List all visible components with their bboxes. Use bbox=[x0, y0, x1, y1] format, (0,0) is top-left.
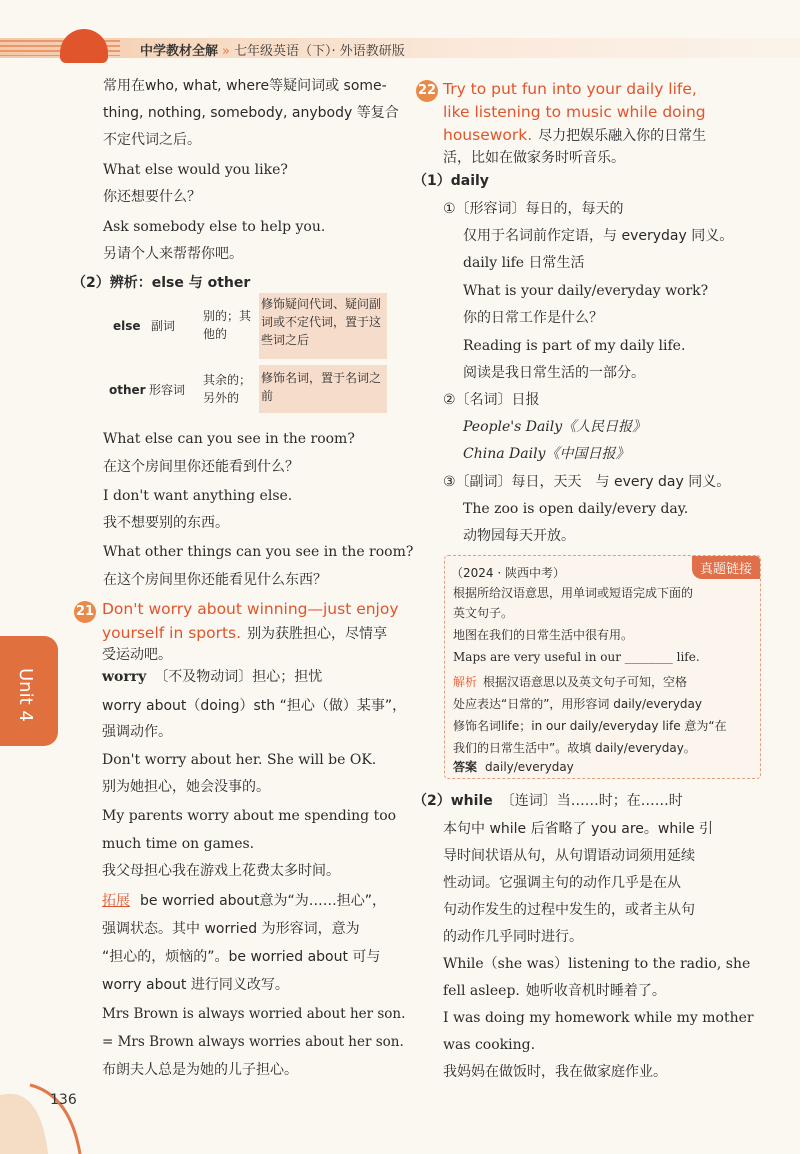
table-cell: else bbox=[113, 319, 141, 333]
example-cn: 动物园每天开放。 bbox=[463, 528, 575, 544]
comparison-table bbox=[103, 293, 391, 417]
text-line: 句动作发生的过程中发生的，或者主从句 bbox=[443, 902, 695, 918]
text-line: “担心的，烦恼的”。be worried about 可与 bbox=[102, 949, 381, 965]
table-cell: 其余的；另外的 bbox=[203, 373, 252, 405]
example-cn: 布朗夫人总是为她的儿子担心。 bbox=[102, 1062, 298, 1078]
exam-link-box bbox=[444, 555, 761, 779]
table-cell: 形容词 bbox=[149, 383, 186, 397]
key-sentence: Try to put fun into your daily life, bbox=[443, 80, 697, 98]
text-line: be worried about意为“为……担心”， bbox=[140, 893, 386, 909]
example-en: daily life 日常生活 bbox=[463, 255, 585, 271]
example-en: I was doing my homework while my mother bbox=[443, 1010, 754, 1026]
unit-tab bbox=[0, 636, 58, 746]
page-header bbox=[0, 0, 800, 70]
analysis-text: 我们的日常生活中”。故填 daily/everyday。 bbox=[453, 741, 696, 755]
example-en: The zoo is open daily/every day. bbox=[463, 501, 689, 517]
unit-label: Unit 4 bbox=[15, 668, 36, 722]
text-line: 的动作几乎同时进行。 bbox=[443, 929, 583, 945]
entry-line bbox=[413, 792, 683, 810]
example-line bbox=[443, 982, 666, 1000]
key-sentence-line bbox=[443, 126, 706, 145]
table-row bbox=[103, 365, 391, 417]
example-cn: 在这个房间里你还能看见什么东西？ bbox=[103, 572, 327, 588]
sense-line: ③〔副词〕每日，天天 与 every day 同义。 bbox=[443, 474, 731, 490]
example-cn: 她听收音机时睡着了。 bbox=[525, 983, 666, 999]
example-cn: 别为她担心，她会没事的。 bbox=[102, 779, 270, 795]
example-en: My parents worry about me spending too bbox=[102, 808, 397, 824]
key-sentence-cn: 活，比如在做家务时听音乐。 bbox=[443, 150, 625, 166]
question-text: 根据所给汉语意思，用单词或短语完成下面的 bbox=[453, 586, 694, 600]
entry-pos: 〔连词〕当……时；在……时 bbox=[500, 793, 683, 809]
example-cn: 你还想要什么？ bbox=[103, 189, 201, 205]
question-text: 英文句子。 bbox=[453, 606, 514, 620]
entry-word: worry bbox=[102, 669, 147, 685]
item-number-badge: 21 bbox=[74, 601, 96, 623]
example-en: Don't worry about her. She will be OK. bbox=[102, 752, 377, 768]
analysis-label: 解析 bbox=[453, 675, 478, 689]
example-cn: 你的日常工作是什么？ bbox=[463, 310, 603, 326]
exam-link-tag: 真题链接 bbox=[692, 556, 760, 579]
key-sentence: yourself in sports. bbox=[102, 624, 242, 642]
example-cn: 在这个房间里你还能看到什么？ bbox=[103, 459, 299, 475]
text-line: worry about（doing）sth “担心（做）某事”， bbox=[102, 698, 407, 714]
exam-source: （2024 · 陕西中考） bbox=[451, 566, 565, 580]
analysis-text: 修饰名词life；in our daily/everyday life 意为“在 bbox=[453, 719, 727, 733]
key-sentence: housework. bbox=[443, 126, 533, 144]
example-en: What other things can you see in the room? bbox=[103, 544, 414, 560]
question-text: 地图在我们的日常生活中很有用。 bbox=[453, 628, 634, 642]
example-cn: 另请个人来帮帮你吧。 bbox=[103, 246, 243, 262]
key-sentence-line bbox=[102, 624, 387, 643]
key-sentence-cn: 别为获胜担心，尽情享 bbox=[247, 626, 388, 642]
example-en: While（she was）listening to the radio, she bbox=[443, 956, 751, 972]
text-line: thing, nothing, somebody, anybody 等复合 bbox=[103, 105, 399, 121]
example-en: What else can you see in the room? bbox=[103, 431, 355, 447]
sub-heading: （2）while bbox=[413, 793, 493, 809]
page-corner-decoration bbox=[0, 1075, 90, 1154]
example-en: Reading is part of my daily life. bbox=[463, 338, 686, 354]
table-cell: other bbox=[109, 383, 146, 397]
analysis-text: 根据汉语意思以及英文句子可知，空格 bbox=[483, 675, 688, 689]
example-en: People's Daily《人民日报》 bbox=[463, 419, 647, 435]
item-number-badge: 22 bbox=[416, 80, 438, 102]
book-logo-icon bbox=[60, 29, 108, 63]
question-text: Maps are very useful in our ________ life. bbox=[453, 650, 700, 664]
text-line: 导时间状语从句，从句谓语动词须用延续 bbox=[443, 848, 695, 864]
table-cell: 修饰名词，置于名词之前 bbox=[259, 365, 387, 413]
sub-heading: （2）辨析：else 与 other bbox=[72, 275, 251, 291]
entry-line bbox=[102, 668, 322, 686]
key-sentence: like listening to music while doing bbox=[443, 103, 706, 121]
analysis-text: 处应表达“日常的”，用形容词 daily/everyday bbox=[453, 697, 703, 711]
text-line: 本句中 while 后省略了 you are。while 引 bbox=[443, 821, 714, 837]
example-cn: 我妈妈在做饭时，我在做家庭作业。 bbox=[443, 1064, 667, 1080]
sub-heading: （1）daily bbox=[413, 173, 489, 189]
analysis-line bbox=[453, 673, 687, 691]
extension-label: 拓展 bbox=[102, 893, 130, 909]
table-cell: 副词 bbox=[151, 319, 176, 333]
text-line: 强调动作。 bbox=[102, 724, 172, 740]
example-en: = Mrs Brown always worries about her son. bbox=[102, 1034, 404, 1050]
example-en: fell asleep. bbox=[443, 983, 520, 999]
book-subject: 七年级英语（下）· 外语教研版 bbox=[233, 44, 405, 59]
answer-text: daily/everyday bbox=[485, 760, 574, 774]
text-line: 不定代词之后。 bbox=[103, 132, 201, 148]
text-line: worry about 进行同义改写。 bbox=[102, 977, 289, 993]
extension-line bbox=[102, 892, 386, 910]
example-en: What is your daily/everyday work? bbox=[463, 283, 709, 299]
sense-line: ②〔名词〕日报 bbox=[443, 392, 540, 408]
text-line: 性动词。它强调主句的动作几乎是在从 bbox=[443, 875, 681, 891]
example-cn: 我不想要别的东西。 bbox=[103, 515, 229, 531]
answer-label: 答案 bbox=[453, 760, 478, 774]
entry-pos: 〔不及物动词〕担心；担忧 bbox=[154, 669, 323, 685]
table-row bbox=[103, 293, 391, 359]
example-en: Ask somebody else to help you. bbox=[103, 219, 326, 235]
page-number: 136 bbox=[50, 1092, 77, 1108]
text-line: 仅用于名词前作定语，与 everyday 同义。 bbox=[463, 228, 734, 244]
example-en: Mrs Brown is always worried about her son. bbox=[102, 1006, 406, 1022]
example-en: What else would you like? bbox=[103, 162, 288, 178]
example-en: China Daily《中国日报》 bbox=[463, 446, 630, 462]
example-en: much time on games. bbox=[102, 836, 255, 852]
example-cn: 阅读是我日常生活的一部分。 bbox=[463, 365, 645, 381]
key-sentence-cn: 受运动吧。 bbox=[102, 647, 172, 663]
table-cell: 别的；其他的 bbox=[203, 309, 252, 341]
example-en: was cooking. bbox=[443, 1037, 536, 1053]
book-title: 中学教材全解 bbox=[140, 44, 219, 59]
sense-line: ①〔形容词〕每日的，每天的 bbox=[443, 201, 624, 217]
example-cn: 我父母担心我在游戏上花费太多时间。 bbox=[102, 863, 340, 879]
table-cell: 修饰疑问代词、疑问副词或不定代词，置于这些词之后 bbox=[259, 293, 387, 359]
header-title: 中学教材全解 » 七年级英语（下）· 外语教研版 bbox=[140, 44, 405, 59]
text-line: 常用在who, what, where等疑问词或 some- bbox=[103, 78, 387, 94]
key-sentence-cn: 尽力把娱乐融入你的日常生 bbox=[538, 128, 707, 144]
text-line: 强调状态。其中 worried 为形容词，意为 bbox=[102, 921, 360, 937]
example-en: I don't want anything else. bbox=[103, 488, 293, 504]
key-sentence: Don't worry about winning—just enjoy bbox=[102, 600, 399, 618]
answer-line bbox=[453, 758, 574, 776]
